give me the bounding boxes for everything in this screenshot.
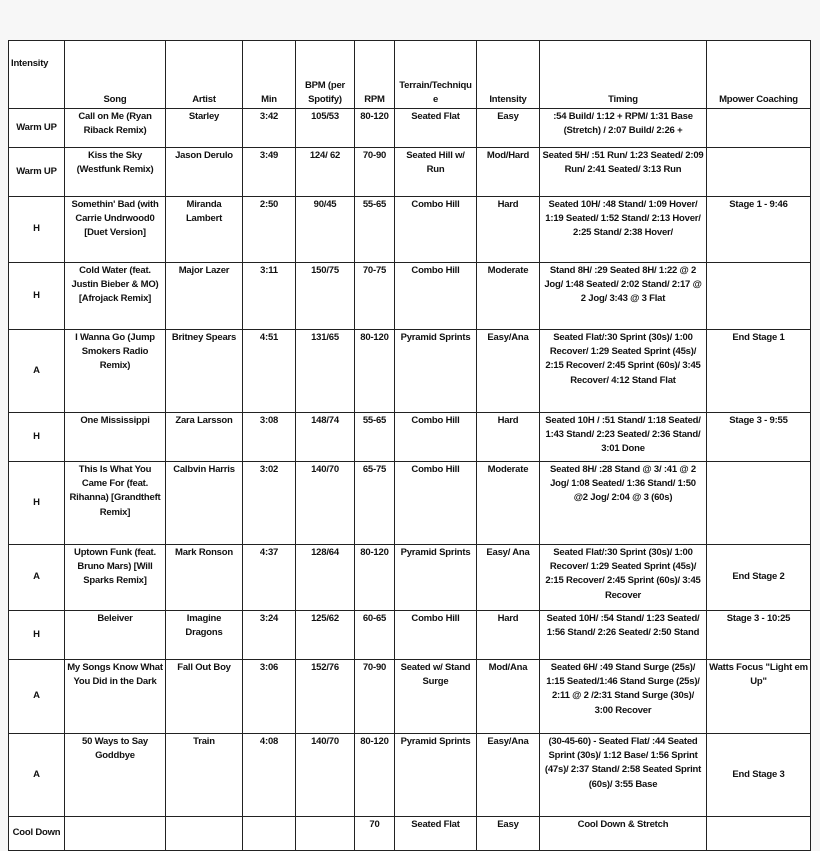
cell-artist: Miranda Lambert: [166, 197, 243, 263]
table-row: [9, 109, 811, 148]
cell-bpm: 105/53: [296, 109, 355, 148]
cell-song: Beleiver: [65, 611, 166, 660]
cell-timing: Seated 6H/ :49 Stand Surge (25s)/ 1:15 Seated/1:46 Stand Surge (25s)/ 2:11 @ 2 /2:31 Stand Surge (30s)/ 3:00 Recover: [540, 660, 707, 734]
cell-bpm: 131/65: [296, 330, 355, 413]
cell-song: One Mississippi: [65, 413, 166, 462]
table-row: [9, 413, 811, 462]
table-row: [9, 817, 811, 851]
cell-coaching: Watts Focus "Light em Up": [707, 660, 811, 734]
cell-terrain: Pyramid Sprints: [395, 734, 477, 817]
cell-coaching: [707, 462, 811, 545]
cell-song: Kiss the Sky (Westfunk Remix): [65, 148, 166, 197]
cell-artist: Mark Ronson: [166, 545, 243, 611]
cell-level: Hard: [477, 611, 540, 660]
cell-bpm: 128/64: [296, 545, 355, 611]
cell-coaching: Stage 3 - 9:55: [707, 413, 811, 462]
cell-min: [243, 817, 296, 851]
cell-timing: Seated Flat/:30 Sprint (30s)/ 1:00 Recover/ 1:29 Seated Sprint (45s)/ 2:15 Recover/ 2:45 Sprint (60s)/ 3:45 Recover: [540, 545, 707, 611]
cell-rpm: 80-120: [355, 734, 395, 817]
table-row: [9, 734, 811, 817]
cell-rpm: 70: [355, 817, 395, 851]
cell-coaching: [707, 263, 811, 330]
cell-rpm: 70-90: [355, 660, 395, 734]
table-row: [9, 660, 811, 734]
cell-min: 2:50: [243, 197, 296, 263]
cell-min: 3:02: [243, 462, 296, 545]
cell-level: Mod/Ana: [477, 660, 540, 734]
cell-artist: Britney Spears: [166, 330, 243, 413]
cell-terrain: Combo Hill: [395, 611, 477, 660]
cell-coaching: Stage 3 - 10:25: [707, 611, 811, 660]
cell-min: 3:49: [243, 148, 296, 197]
cell-intensity: A: [9, 734, 65, 817]
cell-artist: Calbvin Harris: [166, 462, 243, 545]
col-header-rpm: RPM: [355, 41, 395, 109]
cell-intensity: Warm UP: [9, 109, 65, 148]
cell-level: Hard: [477, 197, 540, 263]
cell-level: Moderate: [477, 263, 540, 330]
cell-coaching: [707, 148, 811, 197]
cell-intensity: H: [9, 413, 65, 462]
cell-bpm: 150/75: [296, 263, 355, 330]
cell-timing: Seated 10H / :51 Stand/ 1:18 Seated/ 1:43 Stand/ 2:23 Seated/ 2:36 Stand/ 3:01 Done: [540, 413, 707, 462]
cell-intensity: H: [9, 197, 65, 263]
cell-rpm: 55-65: [355, 197, 395, 263]
cell-artist: Zara Larsson: [166, 413, 243, 462]
cell-bpm: 90/45: [296, 197, 355, 263]
cell-rpm: 55-65: [355, 413, 395, 462]
cell-min: 4:08: [243, 734, 296, 817]
cell-rpm: 65-75: [355, 462, 395, 545]
cell-intensity: H: [9, 611, 65, 660]
cell-terrain: Combo Hill: [395, 462, 477, 545]
cell-rpm: 80-120: [355, 109, 395, 148]
cell-rpm: 70-90: [355, 148, 395, 197]
cell-intensity: A: [9, 660, 65, 734]
cell-rpm: 80-120: [355, 545, 395, 611]
cell-bpm: 124/ 62: [296, 148, 355, 197]
cell-intensity: A: [9, 545, 65, 611]
cell-bpm: 140/70: [296, 462, 355, 545]
playlist-table: [8, 40, 811, 851]
cell-terrain: Combo Hill: [395, 413, 477, 462]
cell-song: Call on Me (Ryan Riback Remix): [65, 109, 166, 148]
cell-level: Easy/ Ana: [477, 545, 540, 611]
cell-artist: Jason Derulo: [166, 148, 243, 197]
cell-bpm: [296, 817, 355, 851]
cell-terrain: Seated w/ Stand Surge: [395, 660, 477, 734]
cell-rpm: 70-75: [355, 263, 395, 330]
cell-coaching: Stage 1 - 9:46: [707, 197, 811, 263]
cell-bpm: 148/74: [296, 413, 355, 462]
cell-coaching: End Stage 3: [707, 734, 811, 817]
cell-artist: Train: [166, 734, 243, 817]
cell-artist: Starley: [166, 109, 243, 148]
table-row: [9, 263, 811, 330]
cell-min: 4:37: [243, 545, 296, 611]
cell-level: Easy/Ana: [477, 330, 540, 413]
cell-level: Easy: [477, 817, 540, 851]
cell-level: Easy: [477, 109, 540, 148]
cell-artist: Major Lazer: [166, 263, 243, 330]
cell-timing: Seated Flat/:30 Sprint (30s)/ 1:00 Recover/ 1:29 Seated Sprint (45s)/ 2:15 Recover/ 2:45 Sprint (60s)/ 3:45 Recover/ 4:12 Stand Flat: [540, 330, 707, 413]
cell-intensity: Cool Down: [9, 817, 65, 851]
cell-level: Mod/Hard: [477, 148, 540, 197]
col-header-terrain: Terrain/Technique: [395, 41, 477, 109]
cell-terrain: Seated Flat: [395, 109, 477, 148]
col-header-min: Min: [243, 41, 296, 109]
cell-timing: Seated 10H/ :54 Stand/ 1:23 Seated/ 1:56 Stand/ 2:26 Seated/ 2:50 Stand: [540, 611, 707, 660]
cell-song: Cold Water (feat. Justin Bieber & MO) [Afrojack Remix]: [65, 263, 166, 330]
cell-timing: Seated 5H/ :51 Run/ 1:23 Seated/ 2:09 Run/ 2:41 Seated/ 3:13 Run: [540, 148, 707, 197]
cell-terrain: Combo Hill: [395, 263, 477, 330]
col-header-song: Song: [65, 41, 166, 109]
cell-intensity: H: [9, 462, 65, 545]
col-header-timing: Timing: [540, 41, 707, 109]
cell-song: [65, 817, 166, 851]
cell-timing: (30-45-60) - Seated Flat/ :44 Seated Sprint (30s)/ 1:12 Base/ 1:56 Sprint (47s)/ 2:37 Stand/ 2:58 Seated Sprint (60s)/ 3:55 Base: [540, 734, 707, 817]
cell-artist: Fall Out Boy: [166, 660, 243, 734]
cell-min: 3:11: [243, 263, 296, 330]
cell-min: 3:08: [243, 413, 296, 462]
col-header-intensity: Intensity: [9, 41, 65, 109]
cell-level: Moderate: [477, 462, 540, 545]
cell-rpm: 60-65: [355, 611, 395, 660]
cell-intensity: A: [9, 330, 65, 413]
cell-song: Uptown Funk (feat. Bruno Mars) [Will Sparks Remix]: [65, 545, 166, 611]
cell-song: My Songs Know What You Did in the Dark: [65, 660, 166, 734]
cell-timing: Seated 10H/ :48 Stand/ 1:09 Hover/ 1:19 Seated/ 1:52 Stand/ 2:13 Hover/ 2:25 Stand/ 2:38 Hover/: [540, 197, 707, 263]
cell-timing: :54 Build/ 1:12 + RPM/ 1:31 Base (Stretch) / 2:07 Build/ 2:26 +: [540, 109, 707, 148]
table-row: [9, 197, 811, 263]
cell-timing: Seated 8H/ :28 Stand @ 3/ :41 @ 2 Jog/ 1:08 Seated/ 1:36 Stand/ 1:50 @2 Jog/ 2:04 @ 3 (60s): [540, 462, 707, 545]
table-row: [9, 462, 811, 545]
cell-level: Hard: [477, 413, 540, 462]
cell-artist: [166, 817, 243, 851]
cell-min: 3:24: [243, 611, 296, 660]
cell-song: This Is What You Came For (feat. Rihanna) [Grandtheft Remix]: [65, 462, 166, 545]
cell-intensity: H: [9, 263, 65, 330]
cell-bpm: 152/76: [296, 660, 355, 734]
cell-coaching: [707, 109, 811, 148]
cell-bpm: 125/62: [296, 611, 355, 660]
cell-terrain: Seated Flat: [395, 817, 477, 851]
table-row: [9, 148, 811, 197]
cell-intensity: Warm UP: [9, 148, 65, 197]
header-row: [9, 41, 811, 109]
cell-song: Somethin' Bad (with Carrie Undrwood0 [Duet Version]: [65, 197, 166, 263]
col-header-coaching: Mpower Coaching: [707, 41, 811, 109]
cell-level: Easy/Ana: [477, 734, 540, 817]
cell-timing: Cool Down & Stretch: [540, 817, 707, 851]
cell-coaching: [707, 817, 811, 851]
col-header-artist: Artist: [166, 41, 243, 109]
cell-min: 4:51: [243, 330, 296, 413]
cell-min: 3:42: [243, 109, 296, 148]
cell-timing: Stand 8H/ :29 Seated 8H/ 1:22 @ 2 Jog/ 1:48 Seated/ 2:02 Stand/ 2:17 @ 2 Jog/ 3:43 @ 3 Flat: [540, 263, 707, 330]
col-header-bpm: BPM (per Spotify): [296, 41, 355, 109]
cell-song: 50 Ways to Say Goddbye: [65, 734, 166, 817]
table-row: [9, 611, 811, 660]
col-header-level: Intensity: [477, 41, 540, 109]
cell-rpm: 80-120: [355, 330, 395, 413]
cell-bpm: 140/70: [296, 734, 355, 817]
cell-terrain: Pyramid Sprints: [395, 330, 477, 413]
cell-terrain: Pyramid Sprints: [395, 545, 477, 611]
cell-coaching: End Stage 1: [707, 330, 811, 413]
cell-coaching: End Stage 2: [707, 545, 811, 611]
table-row: [9, 330, 811, 413]
cell-terrain: Seated Hill w/ Run: [395, 148, 477, 197]
cell-terrain: Combo Hill: [395, 197, 477, 263]
cell-min: 3:06: [243, 660, 296, 734]
table-row: [9, 545, 811, 611]
cell-artist: Imagine Dragons: [166, 611, 243, 660]
cell-song: I Wanna Go (Jump Smokers Radio Remix): [65, 330, 166, 413]
